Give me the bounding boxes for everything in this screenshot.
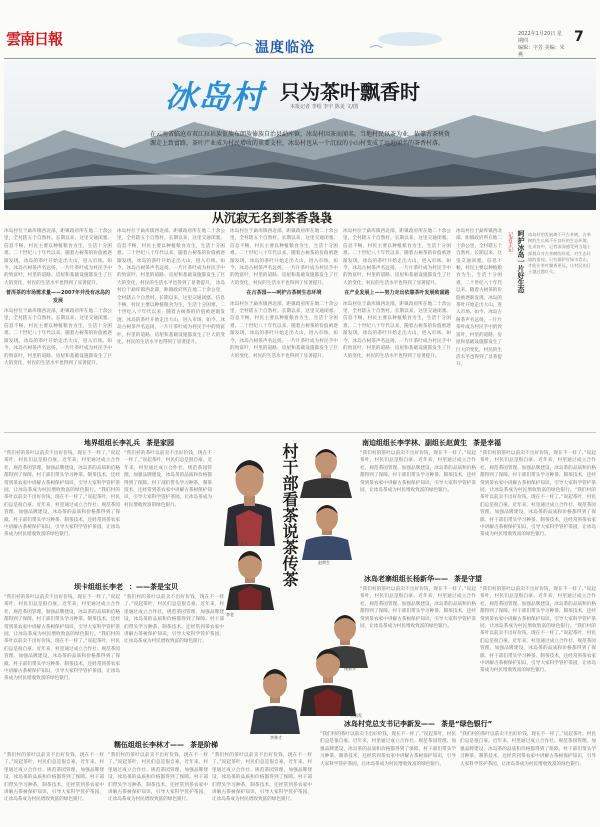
caption-yang-xinhua: 杨新华 bbox=[344, 666, 356, 671]
page-number: 7 bbox=[574, 29, 584, 45]
feature-body-5: 冰岛村位于勐库镇西北部，距镇政府所在地二十余公里，全村辖五个自然村。长期以来，这里交通闭塞、信息不畅，村民主要以种植粮食为生，生活十分困难。二十世纪八十年代以来，随着古树茶的价值被逐渐发现，冰岛的茶叶开始走出大山，进入市场。如今，冰岛古树茶声名远扬，一片片茶叶成为村民手中的致富叶，村里的道路、房屋和基础设施都发生了巨大的变化，村民的生活水平也得到了显著提升。 bbox=[456, 229, 502, 368]
headline-main: 冰岛村 bbox=[165, 78, 265, 116]
caption-li-xinfa: 李新发 bbox=[350, 713, 362, 718]
portrait-li-xuelin bbox=[296, 446, 356, 498]
section-banner bbox=[120, 26, 510, 54]
lead-paragraph: 在云南省临沧市双江拉祜族佤族布朗族傣族自治县勐库镇，冰岛村因茶而闻名。当地村民以茶为业，依靠古茶树资源走上致富路，茶叶产业成为村民增收的重要支柱，冰岛村也从一个沉寂的小山村变成了远近闻名的茶香村落。 bbox=[150, 131, 451, 147]
feature-body-1: 冰岛村位于勐库镇西北部，距镇政府所在地二十余公里，全村辖五个自然村。长期以来，这里交通闭塞、信息不畅，村民主要以种植粮食为生，生活十分困难。二十世纪八十年代以来，随着古树茶的价值被逐渐发现，冰岛的茶叶开始走出大山，进入市场。如今，冰岛古树茶声名远扬，一片片茶叶成为村民手中的致富叶，村里的道路、房屋和基础设施都发生了巨大的变化，村民的生活水平也得到了显著提升。 bbox=[4, 229, 112, 286]
cadre-text-3b: “我们村的茶叶以前卖不出好价钱，现在不一样了。”说起茶叶，村民们总是很自豪。近年来，村里通过成立合作社、规范茶园管理、加强品牌建设，冰岛茶的品质和价格都得到了保障。村干部们带头学习种茶、制茶技术，还经常到茶农家中讲解古茶树保护知识，引导大家科学管护茶园，让冰岛茶成为村民增收致富的绿色银行。 bbox=[124, 595, 224, 645]
header-rule bbox=[4, 58, 596, 59]
cadre-text-4: “我们村的茶叶以前卖不出好价钱，现在不一样了。”说起茶叶，村民们总是很自豪。近年来，村里通过成立合作社、规范茶园管理、加强品牌建设，冰岛茶的品质和价格都得到了保障。村干部们带头学习种茶、制茶技术，还经常到茶农家中讲解古茶树保护知识，引导大家科学管护茶园，让冰岛茶成为村民增收致富的绿色银行。 bbox=[360, 587, 476, 630]
cadres-center-title: 村干部看茶说茶传茶 bbox=[280, 443, 299, 587]
section-divider bbox=[4, 432, 596, 433]
cadre-head-4: 冰岛老寨组组长杨新华—— 茶是守望 bbox=[364, 575, 482, 583]
cadre-text-5: “我们村的茶叶以前卖不出好价钱，现在不一样了。”说起茶叶，村民们总是很自豪。近年来，村里通过成立合作社、规范茶园管理、加强品牌建设，冰岛茶的品质和价格都得到了保障。村干部们带头学习种茶、制茶技术，还经常到茶农家中讲解古茶树保护知识，引导大家科学管护茶园，让冰岛茶成为村民增收致富的绿色银行。 bbox=[320, 732, 456, 767]
feature-column-3 bbox=[230, 228, 338, 428]
issue-date: 2022年1月20日 星期四 bbox=[518, 31, 562, 44]
cadre-text-5b: “我们村的茶叶以前卖不出好价钱，现在不一样了。”说起茶叶，村民们总是很自豪。近年来，村里通过成立合作社、规范茶园管理、加强品牌建设，冰岛茶的品质和价格都得到了保障。村干部们带头学习种茶、制茶技术，还经常到茶农家中讲解古茶树保护知识，引导大家科学管护茶园，让冰岛茶成为村民增收致富的绿色银行。 bbox=[460, 732, 596, 767]
cadre-text-6c: “我们村的茶叶以前卖不出好价钱，现在不一样了。”说起茶叶，村民们总是很自豪。近年来，村里通过成立合作社、规范茶园管理、加强品牌建设，冰岛茶的品质和价格都得到了保障。村干部们带头学习种茶、制茶技术，还经常到茶农家中讲解古茶树保护知识，引导大家科学管护茶园，让冰岛茶成为村民增收致富的绿色银行。 bbox=[212, 753, 312, 803]
portrait-li-lincai bbox=[248, 664, 302, 734]
feature-column-5 bbox=[456, 228, 502, 428]
feature-column-1 bbox=[4, 228, 112, 428]
feature-body-4b: 冰岛村位于勐库镇西北部，距镇政府所在地二十余公里，全村辖五个自然村。长期以来，这里交通闭塞、信息不畅，村民主要以种植粮食为生，生活十分困难。二十世纪八十年代以来，随着古树茶的价值被逐渐发现，冰岛的茶叶开始走出大山，进入市场。如今，冰岛古树茶声名远扬，一片片茶叶成为村民手中的致富叶，村里的道路、房屋和基础设施都发生了巨大的变化，村民的生活水平也得到了显著提升。 bbox=[343, 301, 451, 359]
cadre-text-2: “我们村的茶叶以前卖不出好价钱，现在不一样了。”说起茶叶，村民们总是很自豪。近年来，村里通过成立合作社、规范茶园管理、加强品牌建设，冰岛茶的品质和价格都得到了保障。村干部们带头学习种茶、制茶技术，还经常到茶农家中讲解古茶树保护知识，引导大家科学管护茶园，让冰岛茶成为村民增收致富的绿色银行。 bbox=[360, 451, 476, 494]
feature-col-head-b: 在古茶园——呵护古茶树生态环境 bbox=[246, 290, 322, 297]
issue-editors: 编辑：字芳 美编：朱燕 bbox=[518, 45, 565, 58]
feature-col-head-a: 普洱茶的市场需求量——2007年并没有冰岛的发展 bbox=[6, 290, 110, 304]
portrait-zhao-huangsheng bbox=[298, 500, 356, 560]
cadre-head-3: 坝卡组组长李老 ：——茶是宝贝 bbox=[74, 583, 178, 591]
feature-body-2b: 冰岛村位于勐库镇西北部，距镇政府所在地二十余公里，全村辖五个自然村。长期以来，这里交通闭塞、信息不畅，村民主要以种植粮食为生，生活十分困难。二十世纪八十年代以来，随着古树茶的价值被逐渐发现，冰岛的茶叶开始走出大山，进入市场。如今，冰岛古树茶声名远扬，一片片茶叶成为村民手中的致富叶，村里的道路、房屋和基础设施都发生了巨大的变化，村民的生活水平也得到了显著提升。 bbox=[117, 280, 225, 346]
caption-li-lincai: 李林才 bbox=[270, 735, 282, 740]
cadre-text-3: “我们村的茶叶以前卖不出好价钱，现在不一样了。”说起茶叶，村民们总是很自豪。近年来，村里通过成立合作社、规范茶园管理、加强品牌建设，冰岛茶的品质和价格都得到了保障。村干部们带头学习种茶、制茶技术，还经常到茶农家中讲解古茶树保护知识，引导大家科学管护茶园，让冰岛茶成为村民增收致富的绿色银行。“我们村的茶叶以前卖不出好价钱，现在不一样了。”说起茶叶，村民们总是很自豪。近年来，村里通过成立合作社、规范茶园管理、加强品牌建设，冰岛茶的品质和价格都得到了保障。村干部们带头学习种茶、制茶技术，还经常到茶农家中讲解古茶树保护知识，引导大家科学管护茶园，让冰岛茶成为村民增收致富的绿色银行。 bbox=[4, 595, 120, 682]
portrait-li-xinfa bbox=[296, 640, 360, 716]
issue-meta bbox=[518, 31, 566, 59]
caption-zhao-huangsheng: 赵黄生 bbox=[318, 560, 330, 565]
caption-li-lao: 李老 bbox=[226, 612, 234, 617]
caption-li-libing: 李礼兵 bbox=[236, 541, 248, 546]
newspaper-logo: 雲南日報 bbox=[6, 30, 63, 48]
feature-col-head-c: 在产业发展上——努力走出依靠茶叶发展致富路 bbox=[344, 290, 450, 297]
sidebar-body: 冰岛村的发展离不开古茶树，古茶树的生长离不开良好的生态环境。在采访中，记者深深感受到当地干部群众对古茶树的珍爱，对生态环境的重视。只有保护好绿水青山，才能让茶叶飘香更远，让村民的日子越过越红火。 bbox=[528, 232, 591, 275]
feature-column-4 bbox=[343, 228, 451, 428]
cadre-text-4b: “我们村的茶叶以前卖不出好价钱，现在不一样了。”说起茶叶，村民们总是很自豪。近年来，村里通过成立合作社、规范茶园管理、加强品牌建设，冰岛茶的品质和价格都得到了保障。村干部们带头学习种茶、制茶技术，还经常到茶农家中讲解古茶树保护知识，引导大家科学管护茶园，让冰岛茶成为村民增收致富的绿色银行。“我们村的茶叶以前卖不出好价钱，现在不一样了。”说起茶叶，村民们总是很自豪。近年来，村里通过成立合作社、规范茶园管理、加强品牌建设，冰岛茶的品质和价格都得到了保障。村干部们带头学习种茶、制茶技术，还经常到茶农家中讲解古茶树保护知识，引导大家科学管护茶园，让冰岛茶成为村民增收致富的绿色银行。 bbox=[480, 587, 596, 674]
sidebar-tag: 记者手记 bbox=[507, 232, 513, 252]
cadre-text-6b: “我们村的茶叶以前卖不出好价钱，现在不一样了。”说起茶叶，村民们总是很自豪。近年来，村里通过成立合作社、规范茶园管理、加强品牌建设，冰岛茶的品质和价格都得到了保障。村干部们带头学习种茶、制茶技术，还经常到茶农家中讲解古茶树保护知识，引导大家科学管护茶园，让冰岛茶成为村民增收致富的绿色银行。 bbox=[108, 753, 208, 803]
cadre-text-1b: “我们村的茶叶以前卖不出好价钱，现在不一样了。”说起茶叶，村民们总是很自豪。近年来，村里通过成立合作社、规范茶园管理、加强品牌建设，冰岛茶的品质和价格都得到了保障。村干部们带头学习种茶、制茶技术，还经常到茶农家中讲解古茶树保护知识，引导大家科学管护茶园，让冰岛茶成为村民增收致富的绿色银行。 bbox=[124, 451, 212, 508]
headline-rest: 只为茶叶飘香时 bbox=[280, 80, 420, 104]
sidebar-title: 呵护冰岛一片好生态 bbox=[517, 230, 525, 293]
feature-body-4: 冰岛村位于勐库镇西北部，距镇政府所在地二十余公里，全村辖五个自然村。长期以来，这里交通闭塞、信息不畅，村民主要以种植粮食为生，生活十分困难。二十世纪八十年代以来，随着古树茶的价值被逐渐发现，冰岛的茶叶开始走出大山，进入市场。如今，冰岛古树茶声名远扬，一片片茶叶成为村民手中的致富叶，村里的道路、房屋和基础设施都发生了巨大的变化，村民的生活水平也得到了显著提升。 bbox=[343, 229, 451, 286]
cadre-head-5: 冰岛村党总支书记李新发—— 茶是“绿色银行” bbox=[344, 720, 493, 728]
feature-body-1b: 冰岛村位于勐库镇西北部，距镇政府所在地二十余公里，全村辖五个自然村。长期以来，这里交通闭塞、信息不畅，村民主要以种植粮食为生，生活十分困难。二十世纪八十年代以来，随着古树茶的价值被逐渐发现，冰岛的茶叶开始走出大山，进入市场。如今，冰岛古树茶声名远扬，一片片茶叶成为村民手中的致富叶，村里的道路、房屋和基础设施都发生了巨大的变化，村民的生活水平也得到了显著提升。 bbox=[4, 309, 112, 366]
cadre-text-2b: “我们村的茶叶以前卖不出好价钱，现在不一样了。”说起茶叶，村民们总是很自豪。近年来，村里通过成立合作社、规范茶园管理、加强品牌建设，冰岛茶的品质和价格都得到了保障。村干部们带头学习种茶、制茶技术，还经常到茶农家中讲解古茶树保护知识，引导大家科学管护茶园，让冰岛茶成为村民增收致富的绿色银行。“我们村的茶叶以前卖不出好价钱，现在不一样了。”说起茶叶，村民们总是很自豪。近年来，村里通过成立合作社、规范茶园管理、加强品牌建设，冰岛茶的品质和价格都得到了保障。村干部们带头学习种茶、制茶技术，还经常到茶农家中讲解古茶树保护知识，引导大家科学管护茶园，让冰岛茶成为村民增收致富的绿色银行。 bbox=[480, 451, 596, 538]
cadre-text-1: “我们村的茶叶以前卖不出好价钱，现在不一样了。”说起茶叶，村民们总是很自豪。近年来，村里通过成立合作社、规范茶园管理、加强品牌建设，冰岛茶的品质和价格都得到了保障。村干部们带头学习种茶、制茶技术，还经常到茶农家中讲解古茶树保护知识，引导大家科学管护茶园，让冰岛茶成为村民增收致富的绿色银行。“我们村的茶叶以前卖不出好价钱，现在不一样了。”说起茶叶，村民们总是很自豪。近年来，村里通过成立合作社、规范茶园管理、加强品牌建设，冰岛茶的品质和价格都得到了保障。村干部们带头学习种茶、制茶技术，还经常到茶农家中讲解古茶树保护知识，引导大家科学管护茶园，让冰岛茶成为村民增收致富的绿色银行。 bbox=[4, 451, 120, 538]
byline: 本报记者 李绍 李宇 陈美 文/图 bbox=[290, 104, 359, 110]
cadre-head-1: 地界组组长李礼兵 茶是家园 bbox=[84, 439, 174, 447]
portrait-li-lao bbox=[224, 546, 276, 610]
feature-subhead: 从沉寂无名到茶香袅袅 bbox=[212, 211, 333, 225]
cadre-text-6: “我们村的茶叶以前卖不出好价钱，现在不一样了。”说起茶叶，村民们总是很自豪。近年来，村里通过成立合作社、规范茶园管理、加强品牌建设，冰岛茶的品质和价格都得到了保障。村干部们带头学习种茶、制茶技术，还经常到茶农家中讲解古茶树保护知识，引导大家科学管护茶园，让冰岛茶成为村民增收致富的绿色银行。 bbox=[4, 753, 104, 803]
cadre-head-2: 南迫组组长李学林、副组长赵黄生 茶是幸福 bbox=[362, 439, 501, 447]
caption-li-xuelin: 李学林 bbox=[336, 493, 348, 498]
feature-body-2: 冰岛村位于勐库镇西北部，距镇政府所在地二十余公里，全村辖五个自然村。长期以来，这里交通闭塞、信息不畅，村民主要以种植粮食为生，生活十分困难。二十世纪八十年代以来，随着古树茶的价值被逐渐发现，冰岛的茶叶开始走出大山，进入市场。如今，冰岛古树茶声名远扬，一片片茶叶成为村民手中的致富叶，村里的道路、房屋和基础设施都发生了巨大的变化，村民的生活水平也得到了显著提升。 bbox=[117, 229, 225, 286]
feature-body-3: 冰岛村位于勐库镇西北部，距镇政府所在地二十余公里，全村辖五个自然村。长期以来，这里交通闭塞、信息不畅，村民主要以种植粮食为生，生活十分困难。二十世纪八十年代以来，随着古树茶的价值被逐渐发现，冰岛的茶叶开始走出大山，进入市场。如今，冰岛古树茶声名远扬，一片片茶叶成为村民手中的致富叶，村里的道路、房屋和基础设施都发生了巨大的变化，村民的生活水平也得到了显著提升。 bbox=[230, 229, 338, 286]
feature-body-3b: 冰岛村位于勐库镇西北部，距镇政府所在地二十余公里，全村辖五个自然村。长期以来，这里交通闭塞、信息不畅，村民主要以种植粮食为生，生活十分困难。二十世纪八十年代以来，随着古树茶的价值被逐渐发现，冰岛的茶叶开始走出大山，进入市场。如今，冰岛古树茶声名远扬，一片片茶叶成为村民手中的致富叶，村里的道路、房屋和基础设施都发生了巨大的变化，村民的生活水平也得到了显著提升。 bbox=[230, 301, 338, 359]
cadre-head-6: 糯伍组组长李林才—— 茶是阶梯 bbox=[114, 741, 218, 749]
section-title: 温度临沧 bbox=[255, 40, 315, 56]
portrait-li-libing bbox=[222, 446, 277, 546]
feature-column-2 bbox=[117, 228, 225, 428]
